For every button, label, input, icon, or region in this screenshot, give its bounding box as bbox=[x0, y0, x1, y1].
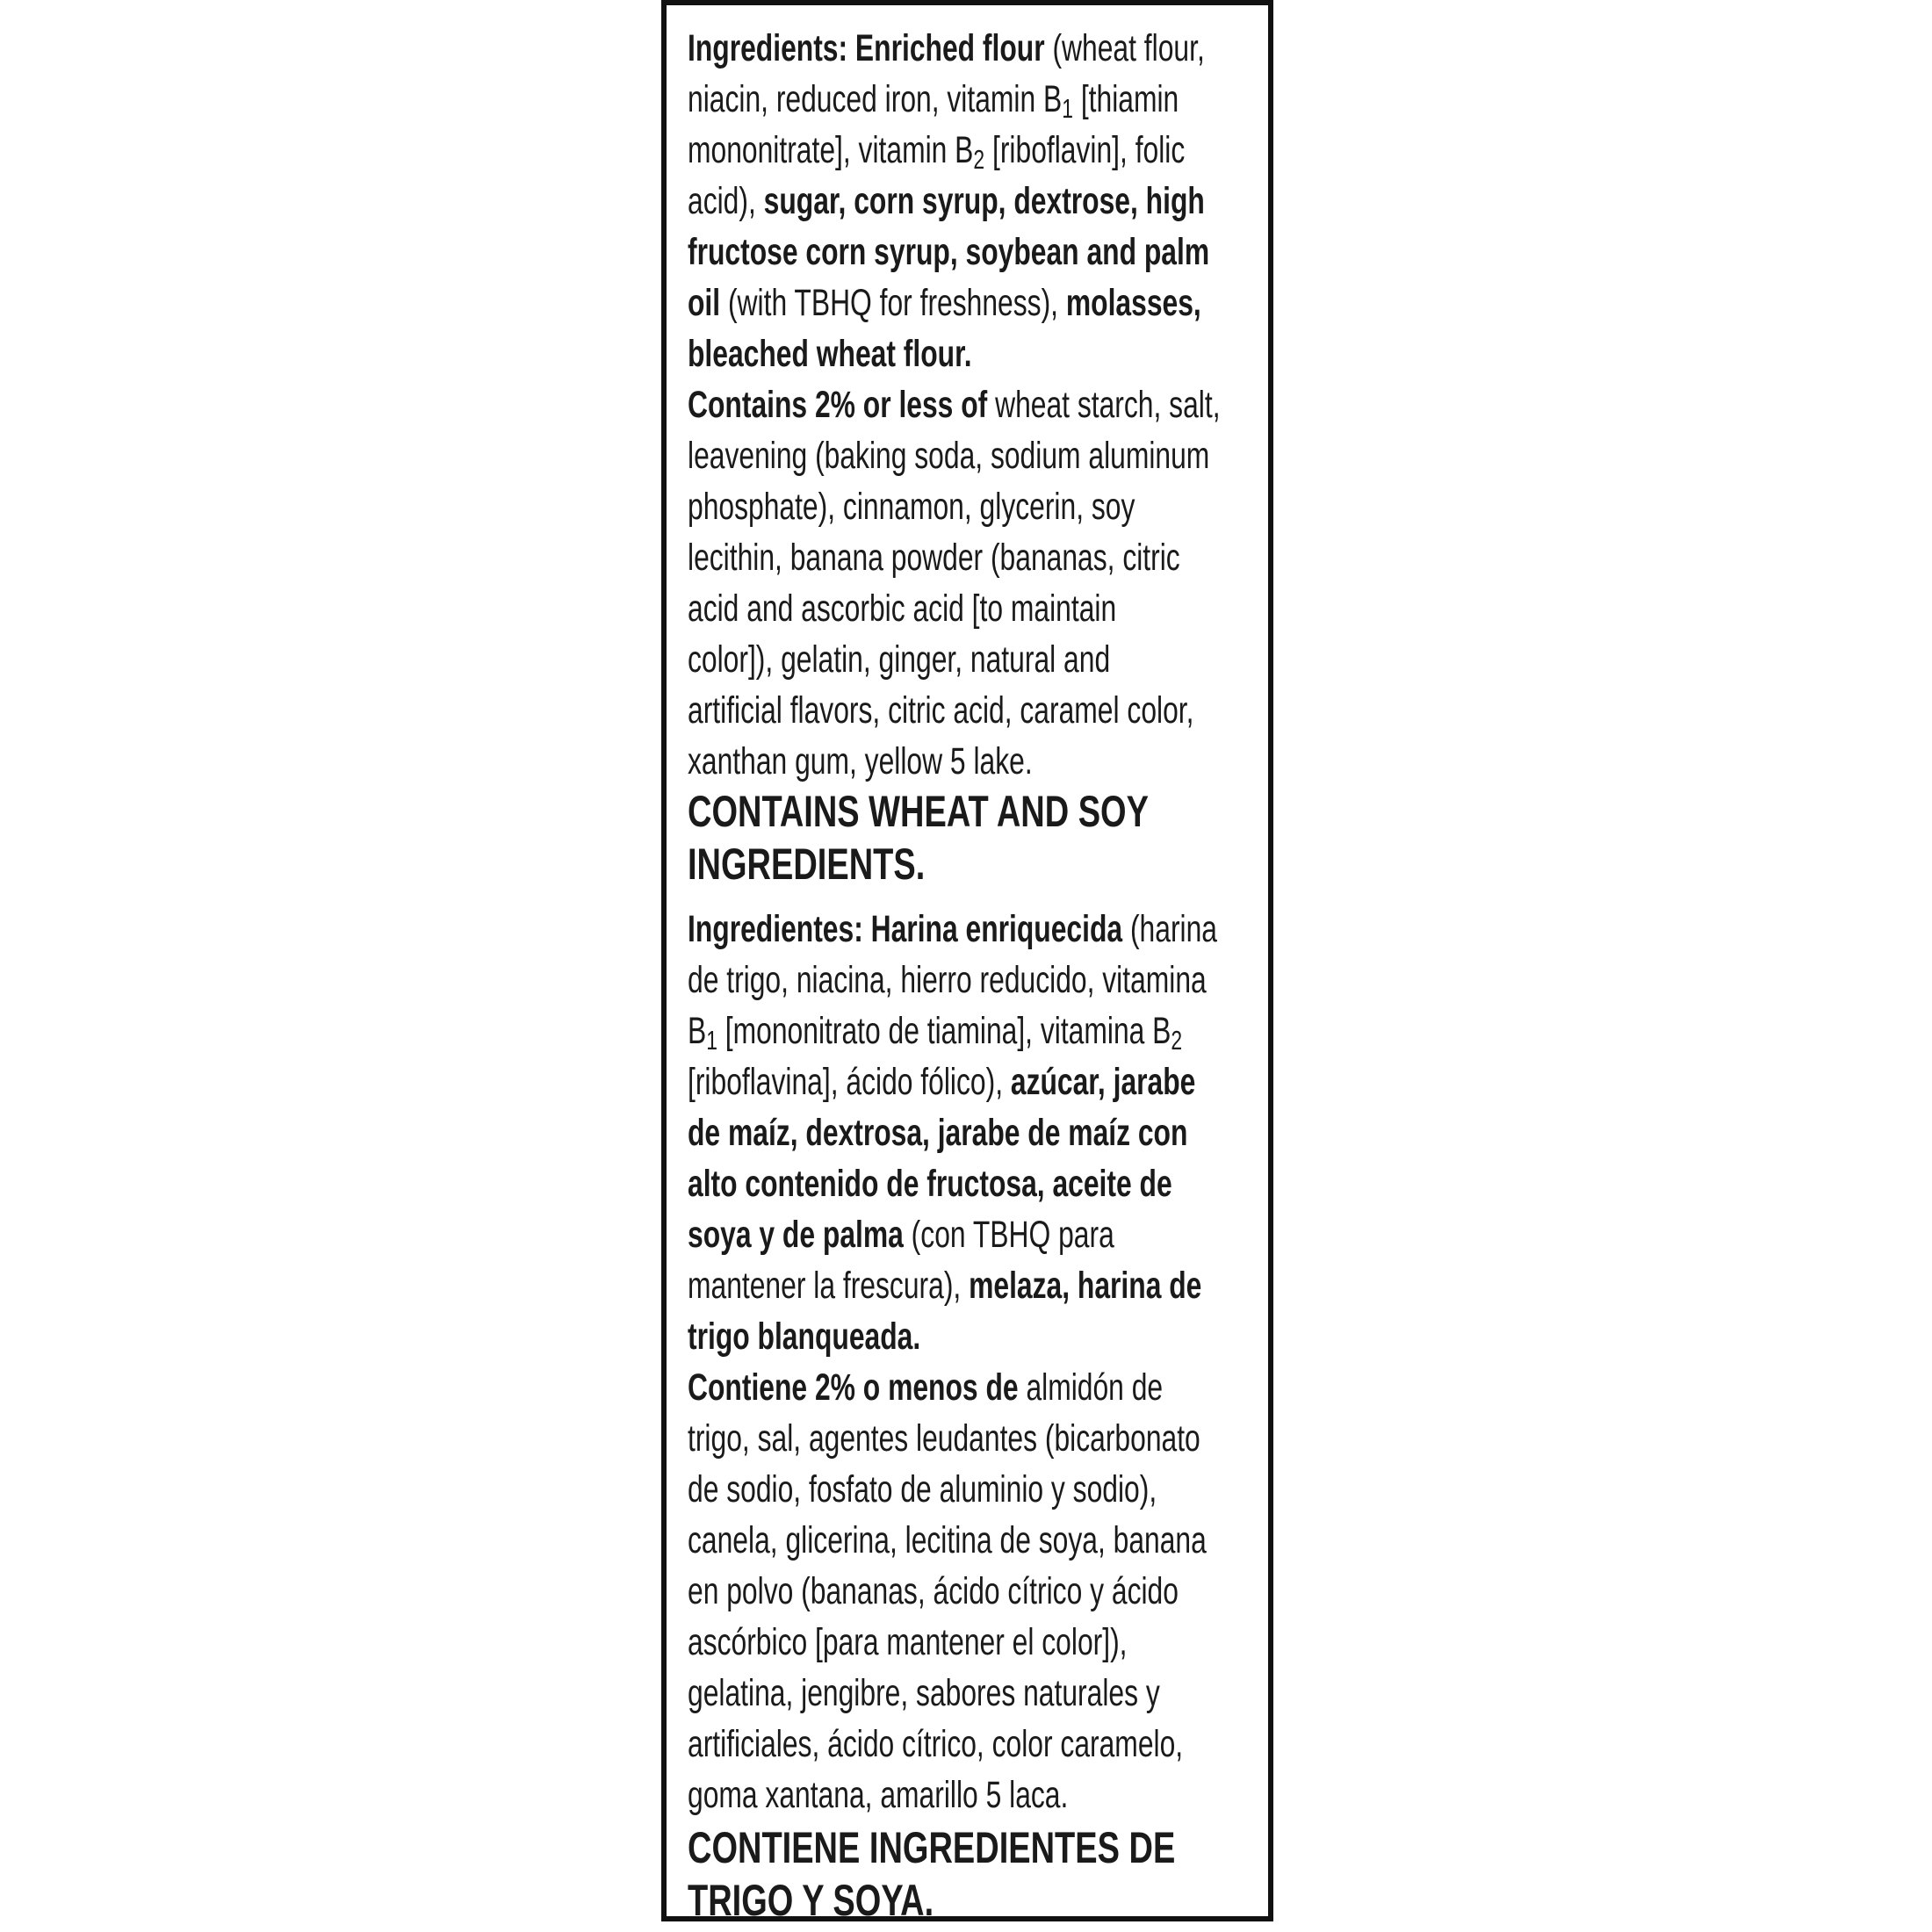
regular-text: de trigo, niacina, hierro reducido, vitamina bbox=[688, 959, 1207, 1001]
regular-text: phosphate), cinnamon, glycerin, soy bbox=[688, 486, 1135, 528]
regular-text: [mononitrato de tiamina], vitamina B bbox=[717, 1010, 1171, 1052]
bold-text: azúcar, jarabe bbox=[1010, 1061, 1196, 1103]
spanish-ingredients bbox=[688, 904, 1258, 1820]
bold-text: oil bbox=[688, 282, 728, 324]
regular-text: gelatina, jengibre, sabores naturales y bbox=[688, 1672, 1160, 1714]
regular-text: leavening (baking soda, sodium aluminum bbox=[688, 435, 1210, 477]
regular-text: B bbox=[688, 1010, 707, 1052]
spanish-ingredients-line bbox=[688, 1566, 1258, 1617]
spanish-ingredients-line bbox=[688, 904, 1258, 955]
spanish-ingredients-line bbox=[688, 1770, 1258, 1820]
spanish-ingredients-line bbox=[688, 1311, 1258, 1362]
spanish-ingredients-line bbox=[688, 1158, 1258, 1209]
bold-text: Contains 2% or less of bbox=[688, 384, 996, 426]
spanish-ingredients-line bbox=[688, 1668, 1258, 1719]
english-ingredients-line bbox=[688, 532, 1258, 583]
english-ingredients-line bbox=[688, 74, 1258, 125]
bold-text: Ingredientes: Harina enriquecida bbox=[688, 908, 1130, 950]
regular-text: acid and ascorbic acid [to maintain bbox=[688, 588, 1117, 630]
regular-text: goma xantana, amarillo 5 laca. bbox=[688, 1774, 1069, 1816]
spanish-ingredients-line bbox=[688, 1006, 1258, 1056]
regular-text: [riboflavina], ácido fólico), bbox=[688, 1061, 1011, 1103]
subscript-text: 1 bbox=[1062, 92, 1073, 124]
regular-text: artificial flavors, citric acid, caramel color, bbox=[688, 689, 1194, 732]
regular-text: niacin, reduced iron, vitamin B bbox=[688, 78, 1063, 120]
regular-text: artificiales, ácido cítrico, color caramelo, bbox=[688, 1723, 1184, 1765]
english-ingredients-line bbox=[688, 736, 1258, 787]
subscript-text: 2 bbox=[1171, 1024, 1183, 1056]
regular-text: mantener la frescura), bbox=[688, 1265, 970, 1307]
english-ingredients bbox=[688, 23, 1258, 787]
regular-text: (harina bbox=[1129, 908, 1218, 950]
regular-text: lecithin, banana powder (bananas, citric bbox=[688, 537, 1180, 579]
spanish-allergen-line: TRIGO Y SOYA. bbox=[688, 1876, 934, 1925]
english-ingredients-line bbox=[688, 125, 1258, 176]
english-ingredients-line bbox=[688, 379, 1258, 430]
bold-text: bleached wheat flour. bbox=[688, 333, 972, 375]
regular-text: (con TBHQ para bbox=[911, 1214, 1114, 1256]
regular-text: trigo, sal, agentes leudantes (bicarbonato bbox=[688, 1417, 1200, 1460]
regular-text: (with TBHQ for freshness), bbox=[727, 282, 1066, 324]
spanish-allergen-statement bbox=[688, 1821, 1258, 1927]
spanish-allergen-line: CONTIENE INGREDIENTES DE bbox=[688, 1823, 1176, 1872]
english-ingredients-line bbox=[688, 481, 1258, 532]
spanish-ingredients-line bbox=[688, 1617, 1258, 1668]
english-ingredients-line bbox=[688, 278, 1258, 328]
bold-text: fructose corn syrup, soybean and palm bbox=[688, 231, 1210, 273]
spanish-ingredients-line bbox=[688, 1719, 1258, 1770]
ingredients-panel bbox=[661, 0, 1273, 1925]
spanish-ingredients-line bbox=[688, 1260, 1258, 1311]
english-ingredients-line bbox=[688, 23, 1258, 74]
regular-text: color]), gelatin, ginger, natural and bbox=[688, 638, 1111, 681]
spanish-ingredients-line bbox=[688, 1515, 1258, 1566]
spanish-ingredients-line bbox=[688, 1362, 1258, 1413]
english-allergen-statement bbox=[688, 785, 1258, 890]
regular-text: en polvo (bananas, ácido cítrico y ácido bbox=[688, 1570, 1179, 1612]
english-ingredients-line bbox=[688, 227, 1258, 278]
subscript-text: 2 bbox=[973, 143, 985, 175]
english-ingredients-line bbox=[688, 328, 1258, 379]
bold-text: molasses, bbox=[1065, 282, 1201, 324]
english-allergen-line: CONTAINS WHEAT AND SOY bbox=[688, 787, 1149, 836]
regular-text: ascórbico [para mantener el color]), bbox=[688, 1621, 1128, 1663]
bold-text: sugar, corn syrup, dextrose, high bbox=[763, 180, 1205, 222]
english-ingredients-line bbox=[688, 634, 1258, 685]
spanish-ingredients-line bbox=[688, 1209, 1258, 1260]
bold-text: melaza, harina de bbox=[969, 1265, 1202, 1307]
regular-text: canela, glicerina, lecitina de soya, banana bbox=[688, 1519, 1207, 1561]
bold-text: de maíz, dextrosa, jarabe de maíz con bbox=[688, 1112, 1188, 1154]
regular-text: acid), bbox=[688, 180, 764, 222]
regular-text: [riboflavin], folic bbox=[984, 129, 1186, 171]
bold-text: Contiene 2% o menos de bbox=[688, 1366, 1027, 1409]
bold-text: trigo blanqueada. bbox=[688, 1316, 921, 1358]
regular-text: (wheat flour, bbox=[1052, 27, 1205, 69]
spanish-ingredients-line bbox=[688, 1056, 1258, 1107]
spanish-ingredients-line bbox=[688, 1107, 1258, 1158]
subscript-text: 1 bbox=[706, 1024, 717, 1056]
bold-text: Ingredients: Enriched flour bbox=[688, 27, 1053, 69]
bold-text: alto contenido de fructosa, aceite de bbox=[688, 1163, 1172, 1205]
english-ingredients-line bbox=[688, 685, 1258, 736]
spanish-ingredients-line bbox=[688, 1464, 1258, 1515]
bold-text: soya y de palma bbox=[688, 1214, 912, 1256]
regular-text: xanthan gum, yellow 5 lake. bbox=[688, 740, 1033, 782]
english-ingredients-line bbox=[688, 176, 1258, 227]
spanish-ingredients-line bbox=[688, 1413, 1258, 1464]
regular-text: almidón de bbox=[1026, 1366, 1164, 1409]
regular-text: wheat starch, salt, bbox=[995, 384, 1221, 426]
regular-text: mononitrate], vitamin B bbox=[688, 129, 974, 171]
regular-text: [thiamin bbox=[1072, 78, 1179, 120]
english-ingredients-line bbox=[688, 430, 1258, 481]
english-ingredients-line bbox=[688, 583, 1258, 634]
english-allergen-line: INGREDIENTS. bbox=[688, 840, 926, 889]
regular-text: de sodio, fosfato de aluminio y sodio), bbox=[688, 1468, 1157, 1510]
spanish-ingredients-line bbox=[688, 955, 1258, 1006]
